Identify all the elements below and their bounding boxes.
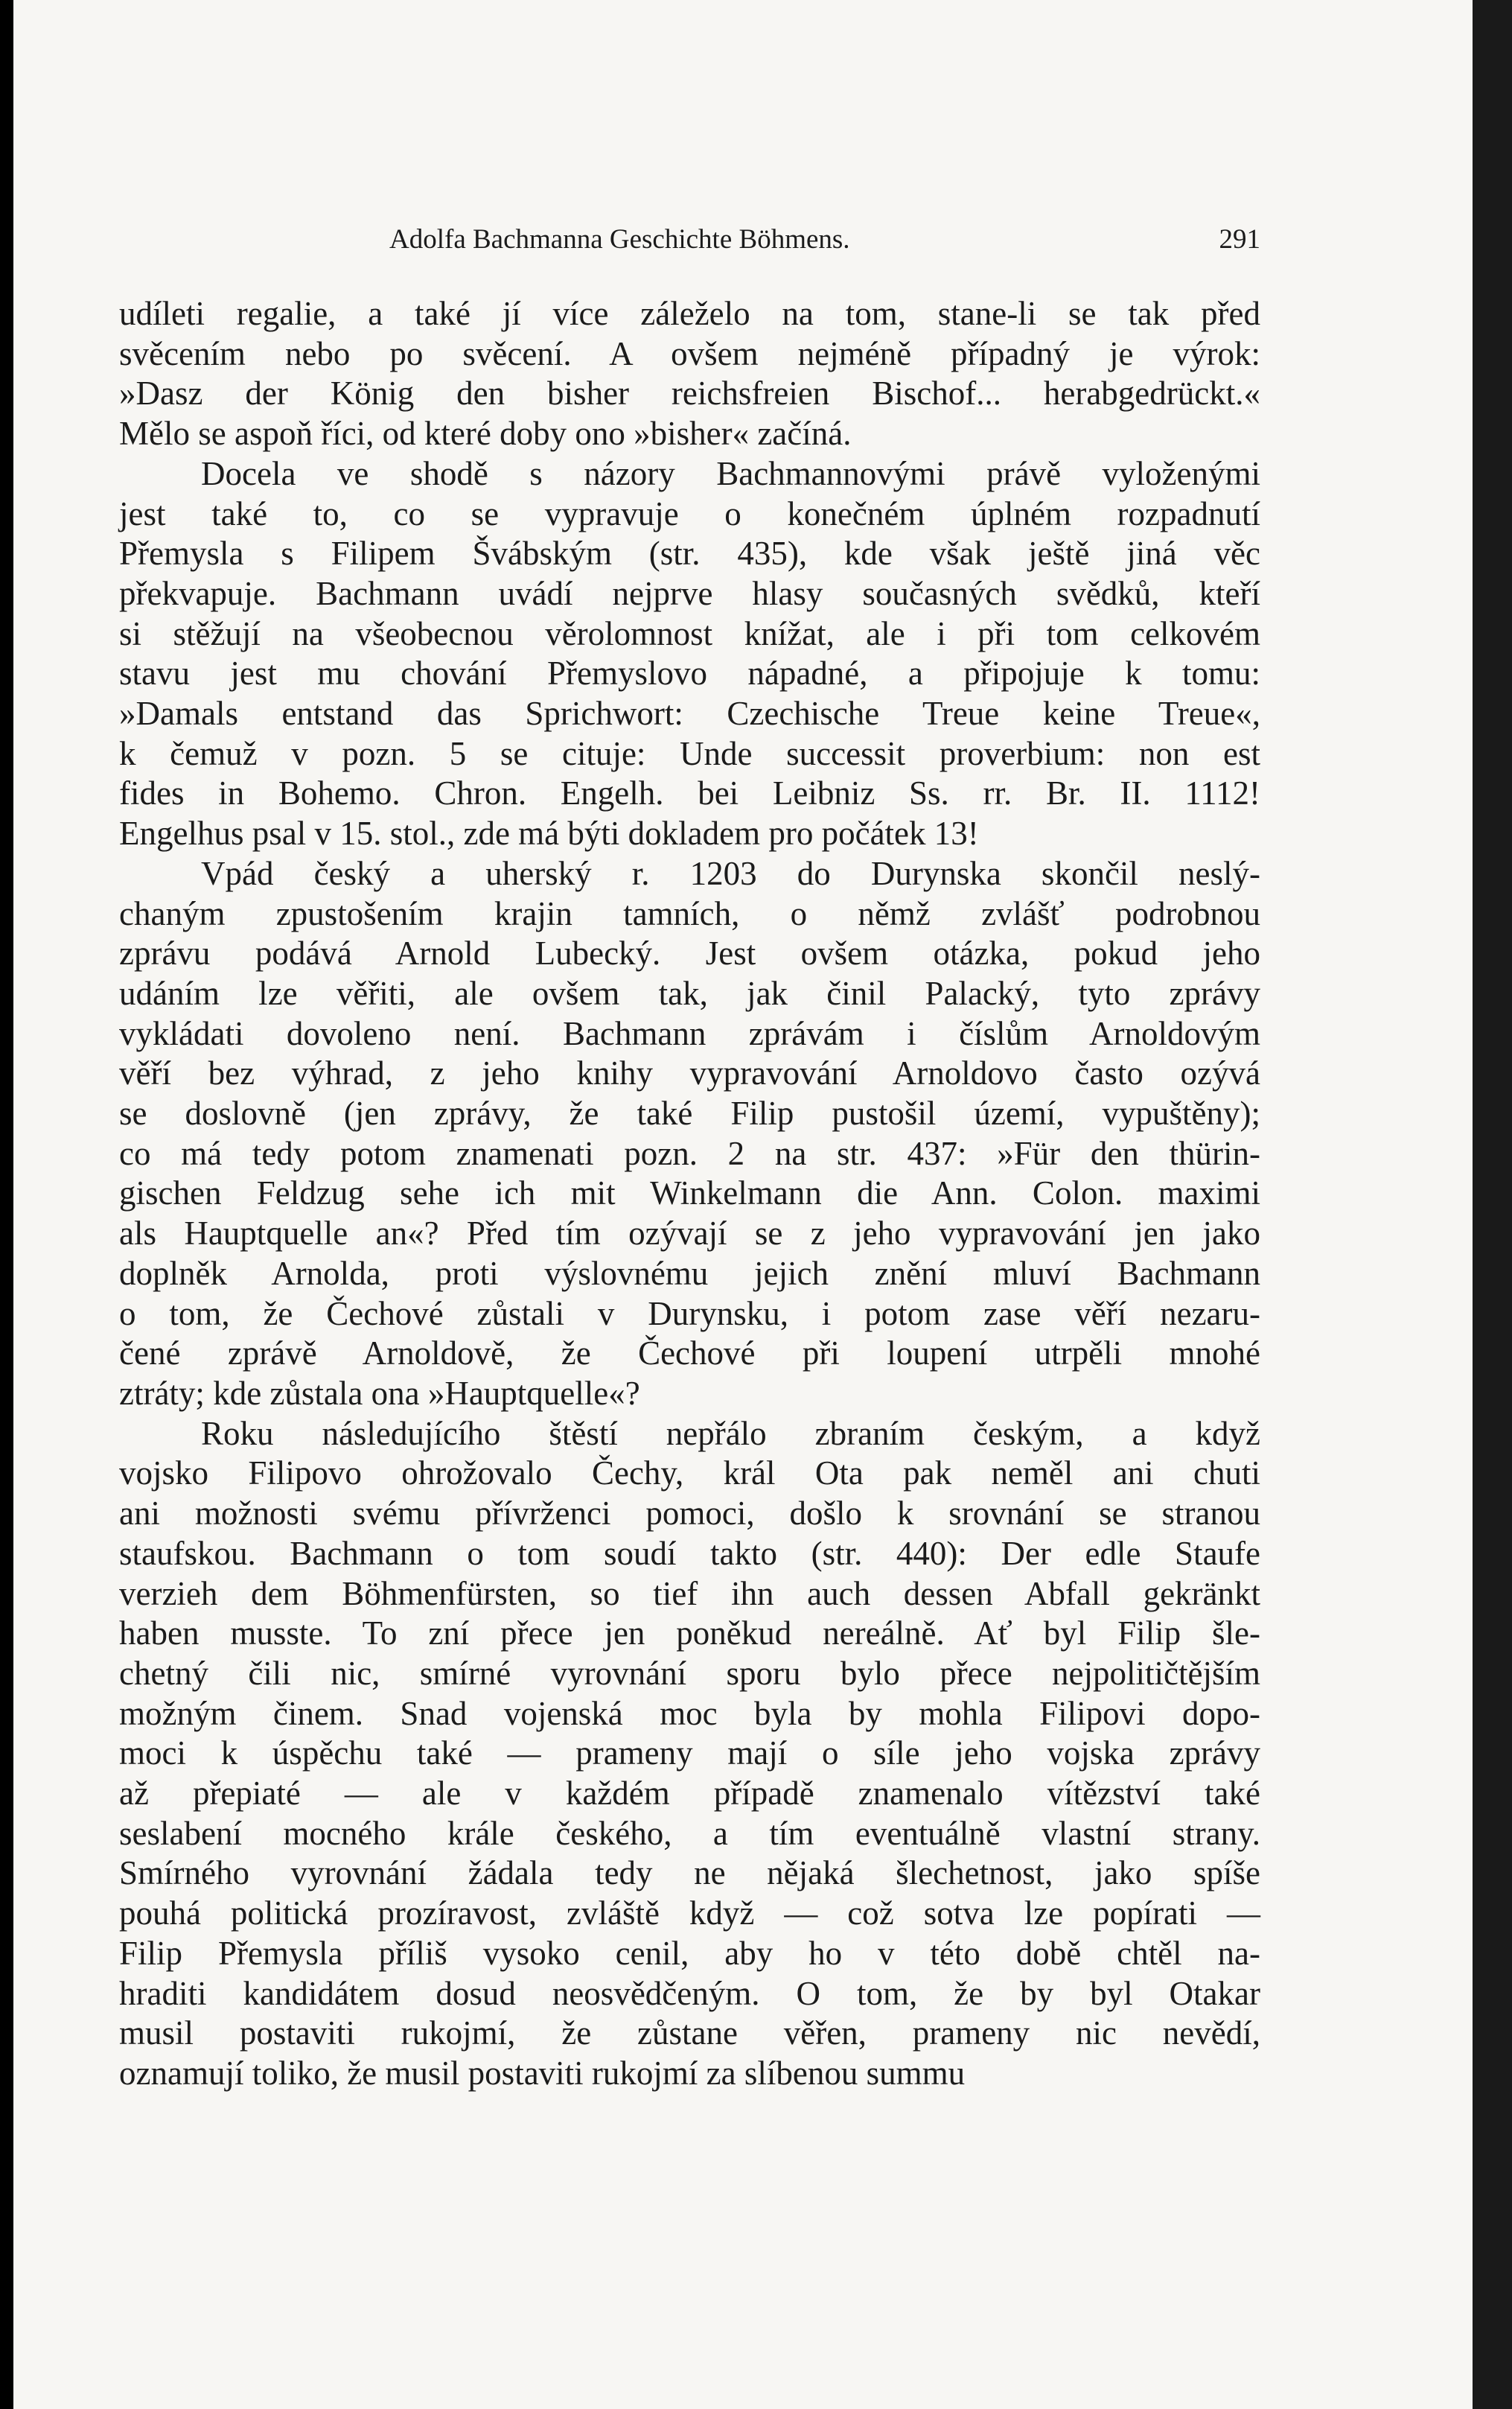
page-number: 291 <box>1219 224 1260 255</box>
paragraph <box>119 854 1260 1414</box>
text-line: o tom, že Čechové zůstali v Durynsku, i potom zase věří nezaru- <box>119 1294 1260 1332</box>
text-line: se doslovně (jen zprávy, že také Filip pustošil území, vypuštěny); <box>119 1095 1260 1133</box>
paragraph <box>119 294 1260 454</box>
text-line: chetný čili nic, smírné vyrovnání sporu bylo přece nejpolitičtějším <box>119 1654 1260 1692</box>
text-line: Přemysla s Filipem Švábským (str. 435), kde však ještě jiná věc <box>119 535 1260 573</box>
text-line: Smírného vyrovnání žádala tedy ne nějaká šlechetnost, jako spíše <box>119 1854 1260 1892</box>
text-line: Vpád český a uherský r. 1203 do Durynska skončil neslý- <box>201 854 1260 892</box>
paragraph <box>119 454 1260 854</box>
text-line: Filip Přemysla příliš vysoko cenil, aby ho v této době chtěl na- <box>119 1934 1260 1972</box>
text-line: seslabení mocného krále českého, a tím eventuálně vlastní strany. <box>119 1814 1260 1852</box>
text-line: »Damals entstand das Sprichwort: Czechische Treue keine Treue«, <box>119 695 1260 733</box>
text-line: Roku následujícího štěstí nepřálo zbraním českým, a když <box>201 1414 1260 1452</box>
text-line: hraditi kandidátem dosud neosvědčeným. O tom, že by byl Otakar <box>119 1974 1260 2012</box>
text-line: verzieh dem Böhmenfürsten, so tief ihn auch dessen Abfall gekränkt <box>119 1574 1260 1612</box>
scan-edge <box>1473 0 1512 2409</box>
text-line: čené zprávě Arnoldově, že Čechové při loupení utrpěli mnohé <box>119 1334 1260 1372</box>
text-line: svěcením nebo po svěcení. A ovšem nejméně případný je výrok: <box>119 334 1260 372</box>
text-line: als Hauptquelle an«? Před tím ozývají se z jeho vypravování jen jako <box>119 1215 1260 1253</box>
text-line: věří bez výhrad, z jeho knihy vypravování Arnoldovo často ozývá <box>119 1054 1260 1092</box>
text-line: fides in Bohemo. Chron. Engelh. bei Leibniz Ss. rr. Br. II. 1112! <box>119 774 1260 812</box>
text-line: Engelhus psal v 15. stol., zde má býti dokladem pro počátek 13! <box>119 815 979 853</box>
text-line: oznamují toliko, že musil postaviti rukojmí za slíbenou summu <box>119 2054 966 2092</box>
text-line: zprávu podává Arnold Lubecký. Jest ovšem otázka, pokud jeho <box>119 935 1260 973</box>
text-line: doplněk Arnolda, proti výslovnému jejich znění mluví Bachmann <box>119 1254 1260 1292</box>
text-line: jest také to, co se vypravuje o konečném úplném rozpadnutí <box>119 494 1260 532</box>
text-line: Mělo se aspoň říci, od které doby ono »bisher« začíná. <box>119 415 852 453</box>
text-line: překvapuje. Bachmann uvádí nejprve hlasy současných svědků, kteří <box>119 574 1260 612</box>
text-line: chaným zpustošením krajin tamních, o němž zvlášť podrobnou <box>119 894 1260 932</box>
text-line: Docela ve shodě s názory Bachmannovými právě vyloženými <box>201 454 1260 492</box>
body-text <box>119 294 1260 2094</box>
text-line: moci k úspěchu také — prameny mají o síle jeho vojska zprávy <box>119 1734 1260 1772</box>
text-line: udíleti regalie, a také jí více záleželo na tom, stane-li se tak před <box>119 295 1260 332</box>
text-line: možným činem. Snad vojenská moc byla by mohla Filipovi dopo- <box>119 1694 1260 1732</box>
text-line: vykládati dovoleno není. Bachmann zprávám i číslům Arnoldovým <box>119 1014 1260 1052</box>
text-line: až přepiaté — ale v každém případě znamenalo vítězství také <box>119 1775 1260 1813</box>
text-line: staufskou. Bachmann o tom soudí takto (str. 440): Der edle Staufe <box>119 1534 1260 1572</box>
text-line: k čemuž v pozn. 5 se cituje: Unde successit proverbium: non est <box>119 734 1260 772</box>
text-line: ztráty; kde zůstala ona »Hauptquelle«? <box>119 1374 640 1412</box>
text-line: stavu jest mu chování Přemyslovo nápadné, a připojuje k tomu: <box>119 655 1260 693</box>
text-line: udáním lze věřiti, ale ovšem tak, jak činil Palacký, tyto zprávy <box>119 974 1260 1012</box>
text-line: gischen Feldzug sehe ich mit Winkelmann die Ann. Colon. maximi <box>119 1174 1260 1212</box>
text-line: »Dasz der König den bisher reichsfreien Bischof... herabgedrückt.« <box>119 375 1260 413</box>
text-line: vojsko Filipovo ohrožovalo Čechy, král Ota pak neměl ani chuti <box>119 1454 1260 1492</box>
text-line: pouhá politická prozíravost, zvláště když — což sotva lze popírati — <box>119 1894 1260 1932</box>
text-line: co má tedy potom znamenati pozn. 2 na str. 437: »Für den thürin- <box>119 1134 1260 1172</box>
text-line: ani možnosti svému přívrženci pomoci, došlo k srovnání se stranou <box>119 1495 1260 1533</box>
text-line: musil postaviti rukojmí, že zůstane věřen, prameny nic nevědí, <box>119 2014 1260 2052</box>
header-title: Adolfa Bachmanna Geschichte Böhmens. <box>389 224 850 255</box>
text-line: haben musste. To zní přece jen poněkud nereálně. Ať byl Filip šle- <box>119 1614 1260 1652</box>
text-line: si stěžují na všeobecnou věrolomnost knížat, ale i při tom celkovém <box>119 614 1260 652</box>
paragraph <box>119 1414 1260 2094</box>
